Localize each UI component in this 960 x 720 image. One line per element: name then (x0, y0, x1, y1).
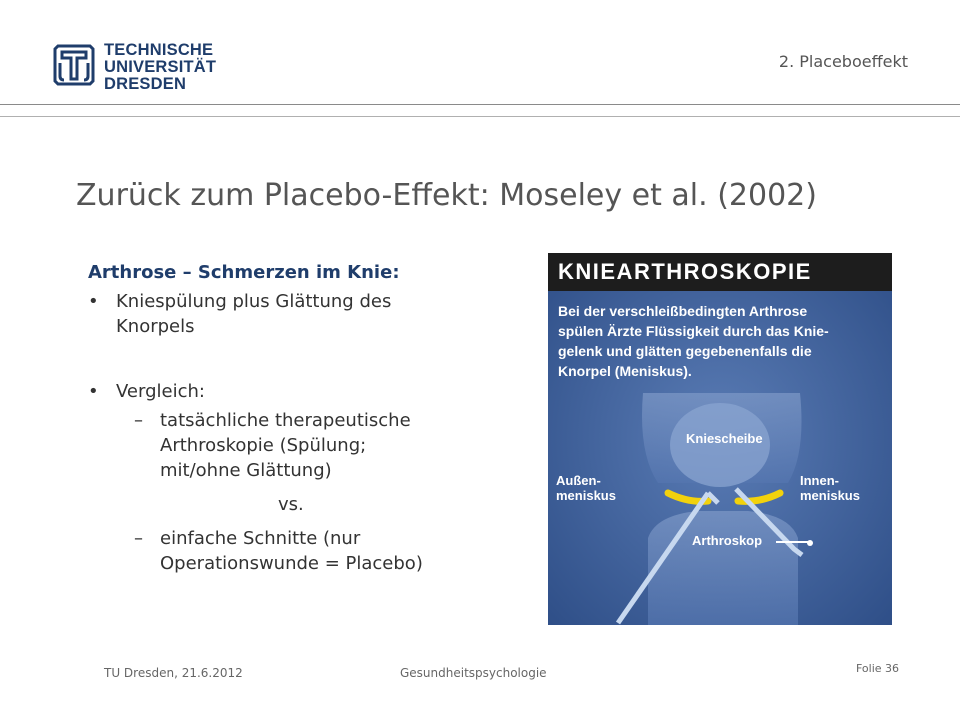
tu-dresden-logo (52, 40, 252, 96)
content-heading: Arthrose – Schmerzen im Knie: (88, 262, 400, 283)
bullet-item (88, 289, 528, 339)
label-line: meniskus (556, 488, 616, 503)
folie-label: Folie (856, 662, 882, 675)
label-kniescheibe: Kniescheibe (686, 431, 763, 446)
label-line: Innen- (800, 473, 839, 488)
caption-line: spülen Ärzte Flüssigkeit durch das Knie- (558, 323, 829, 339)
logo-text (104, 42, 216, 93)
label-line: meniskus (800, 488, 860, 503)
sub-list (116, 408, 528, 483)
sub-item-line: Operationswunde = Placebo) (160, 553, 423, 574)
figure-title: KNIEARTHROSKOPIE (548, 253, 892, 291)
folie-number: 36 (885, 662, 900, 675)
logo-line-3: DRESDEN (104, 75, 187, 93)
slide-header (0, 0, 960, 120)
tu-dresden-emblem-icon (52, 43, 96, 87)
vs-text: vs. (278, 494, 304, 515)
caption-line: Bei der verschleißbedingten Arthrose (558, 303, 808, 319)
figure-caption (558, 301, 882, 381)
footer-slide-number (856, 662, 899, 675)
caption-line: gelenk und glätten gegebenenfalls die (558, 343, 812, 359)
slide-content (88, 262, 528, 576)
knee-arthroscopy-figure (548, 253, 892, 625)
bullet-text-line: • Vergleich: (116, 381, 205, 402)
sub-item-line: Arthroskopie (Spülung; (160, 435, 367, 456)
logo-line-2: UNIVERSITÄT (104, 58, 217, 76)
bullet-text-line: • Kniespülung plus Glättung des (116, 291, 392, 312)
sub-item-line: mit/ohne Glättung) (160, 460, 332, 481)
label-line: Außen- (556, 473, 601, 488)
bullet-text-line: Knorpels (116, 316, 195, 337)
list-spacer (88, 339, 528, 379)
header-divider-bottom (0, 116, 960, 117)
label-arthroskop: Arthroskop (692, 533, 763, 548)
label-aussenmeniskus (556, 473, 616, 503)
sub-item (88, 526, 528, 576)
bullet-list (88, 289, 528, 576)
header-divider-top (0, 104, 960, 105)
sub-item (88, 408, 528, 483)
slide-title: Zurück zum Placebo-Effekt: Moseley et al. (2002) (76, 178, 817, 214)
sub-item-line: – tatsächliche therapeutische (160, 410, 411, 431)
section-label: 2. Placeboeffekt (778, 52, 908, 71)
logo-line-1: TECHNISCHE (104, 41, 214, 59)
label-innenmeniskus (800, 473, 860, 503)
caption-line: Knorpel (Meniskus). (558, 363, 692, 379)
footer-course: Gesundheitspsychologie (400, 666, 547, 680)
sub-item-line: – einfache Schnitte (nur (160, 528, 361, 549)
bullet-item (88, 379, 528, 576)
footer-date: TU Dresden, 21.6.2012 (104, 666, 243, 680)
sub-list (116, 526, 528, 576)
